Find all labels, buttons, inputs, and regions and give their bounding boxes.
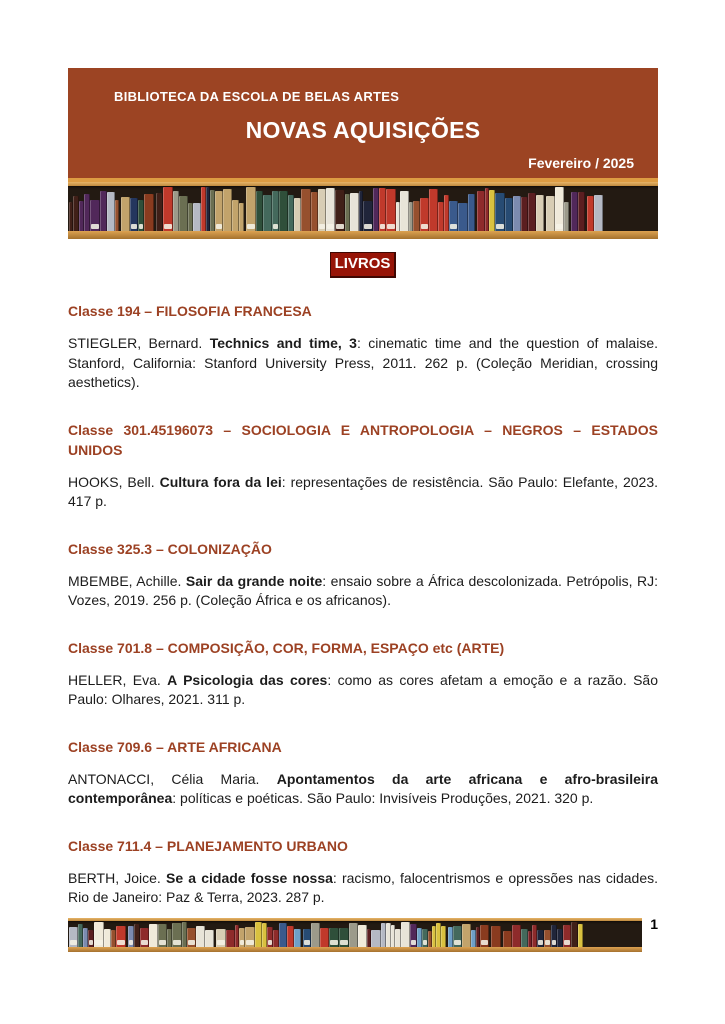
call-number-label: [139, 224, 143, 229]
book-spine: [458, 203, 468, 231]
book-spine: [272, 191, 279, 232]
entry-title: Se a cidade fosse nossa: [165, 869, 333, 886]
call-number-label: [423, 940, 427, 945]
section-heading: Classe 194 – FILOSOFIA FRANCESA: [68, 303, 312, 319]
book-spine: [226, 930, 235, 947]
book-spine: [223, 189, 232, 231]
book-spine: [107, 192, 115, 231]
book-entry: [68, 770, 658, 809]
entry-details: : políticas e poéticas. São Paulo: Invisíveis Produções, 2021. 320 p.: [172, 790, 594, 806]
call-number-label: [129, 940, 133, 945]
call-number-label: [538, 940, 543, 945]
entry-details: : cinematic time and the question of malaise. Stanford, California: Stanford University Press, 2011. 262 p. (Coleção Meridian, crossing aesthetics).: [68, 335, 659, 390]
book-spine: [318, 189, 326, 231]
content-area: [68, 252, 658, 908]
call-number-label: [380, 224, 385, 229]
book-spine: [537, 930, 544, 947]
entry-author: ANTONACCI, Célia Maria.: [68, 770, 277, 787]
book-spine: [232, 200, 239, 231]
call-number-label: [141, 940, 148, 945]
entry-details: : racismo, falocentrismos e opressões nas cidades. Rio de Janeiro: Paz & Terra, 2023. 287 p.: [68, 869, 659, 905]
book-spine: [536, 195, 544, 231]
book-spine: [301, 189, 311, 231]
book-spine: [587, 196, 594, 231]
class-section: [68, 836, 658, 908]
book-spine: [578, 192, 585, 231]
call-number-label: [159, 940, 166, 945]
call-number-label: [387, 224, 395, 229]
book-spine: [400, 191, 409, 231]
shelf-plank: [68, 947, 642, 952]
call-number-label: [564, 940, 570, 945]
book-spine: [144, 194, 154, 231]
entry-title: Technics and time, 3: [209, 335, 357, 351]
bookshelf-photo-top: [68, 182, 658, 239]
header-banner: [68, 68, 658, 182]
book-spine: [205, 930, 214, 947]
call-number-label: [95, 940, 103, 945]
book-spine: [477, 191, 485, 231]
book-spine: [121, 197, 130, 231]
livros-badge: LIVROS: [330, 252, 397, 278]
book-spine: [371, 930, 381, 947]
book-spine: [279, 191, 288, 231]
badge-row: [68, 252, 658, 274]
call-number-label: [164, 224, 172, 229]
book-spine: [115, 200, 119, 231]
call-number-label: [330, 940, 338, 945]
book-spine: [239, 203, 244, 231]
call-number-label: [217, 940, 225, 945]
call-number-label: [216, 224, 222, 229]
call-number-label: [117, 940, 125, 945]
book-spine: [303, 929, 311, 947]
entry-author: HELLER, Eva.: [68, 671, 168, 688]
call-number-label: [304, 940, 310, 945]
call-number-label: [131, 224, 137, 229]
section-heading: Classe 701.8 – COMPOSIÇÃO, COR, FORMA, ESPAÇO etc (ARTE): [68, 639, 505, 656]
shelf-plank: [68, 231, 658, 239]
book-spine: [363, 201, 373, 231]
book-spine: [294, 198, 301, 231]
book-spine: [130, 198, 138, 231]
entry-title: Sair da grande noite: [185, 572, 323, 589]
call-number-label: [247, 224, 255, 229]
call-number-label: [173, 940, 181, 945]
entry-author: STIEGLER, Bernard.: [68, 335, 210, 351]
book-entry: [68, 572, 658, 611]
call-number-label: [268, 940, 272, 945]
call-number-label: [319, 224, 325, 229]
class-section: [68, 638, 658, 710]
call-number-label: [89, 940, 93, 945]
book-spine: [256, 191, 263, 231]
call-number-label: [421, 224, 428, 229]
book-spine: [521, 197, 528, 231]
book-spine: [326, 188, 335, 232]
section-heading: Classe 709.6 – ARTE AFRICANA: [68, 738, 282, 755]
book-spine: [156, 193, 163, 231]
call-number-label: [454, 940, 461, 945]
call-number-label: [552, 940, 556, 945]
call-number-label: [336, 224, 344, 229]
call-number-label: [240, 940, 244, 945]
book-spine: [505, 198, 513, 231]
section-heading: Classe 301.45196073 – SOCIOLOGIA E ANTROPOLOGIA – NEGROS – ESTADOS UNIDOS: [68, 421, 658, 458]
call-number-label: [70, 940, 77, 945]
call-number-label: [364, 224, 372, 229]
page-title: NOVAS AQUISIÇÕES: [245, 117, 481, 143]
book-spine: [263, 195, 272, 231]
entry-details: : representações de resistência. São Paulo: Elefante, 2023. 417 p.: [68, 473, 658, 509]
book-spine: [379, 188, 386, 231]
library-name: BIBLIOTECA DA ESCOLA DE BELAS ARTES: [114, 89, 400, 104]
call-number-label: [450, 224, 457, 229]
book-spine: [100, 191, 107, 231]
entry-details: : ensaio sobre a África descolonizada. Petrópolis, RJ: Vozes, 2019. 256 p. (Coleção África e os africanos).: [68, 572, 658, 608]
book-spine: [193, 203, 201, 231]
book-spine: [420, 198, 429, 231]
entry-title: Apontamentos da arte africana e afro-brasileira contemporânea: [68, 770, 659, 806]
book-spine: [179, 196, 188, 231]
section-heading: Classe 325.3 – COLONIZAÇÃO: [68, 540, 272, 557]
book-spine: [571, 192, 578, 231]
book-spine: [546, 196, 555, 231]
book-spine: [564, 202, 569, 231]
class-section: [68, 539, 658, 611]
entry-title: Cultura fora da lei: [159, 473, 282, 490]
class-section: [68, 737, 658, 809]
entry-title: A Psicologia das cores: [167, 671, 328, 688]
book-spine: [246, 187, 256, 231]
book-entry: [68, 671, 658, 710]
book-spine: [413, 201, 420, 231]
call-number-label: [91, 224, 99, 229]
book-spines: [68, 186, 658, 231]
book-spine: [350, 193, 359, 231]
class-section: [68, 301, 658, 393]
book-entry: [68, 473, 658, 512]
entry-author: MBEMBE, Achille.: [68, 572, 186, 589]
call-number-label: [273, 224, 278, 229]
call-number-label: [246, 940, 254, 945]
page-number: 1: [650, 916, 658, 932]
book-spine: [215, 191, 223, 231]
book-spine: [555, 187, 564, 231]
call-number-label: [327, 224, 334, 229]
book-spine: [503, 931, 512, 947]
book-spine: [386, 189, 396, 231]
call-number-label: [411, 940, 416, 945]
book-spine: [594, 195, 603, 231]
section-heading: Classe 711.4 – PLANEJAMENTO URBANO: [68, 837, 348, 854]
book-spine: [528, 193, 536, 231]
entry-details: : como as cores afetam a emoção e a razão. São Paulo: Olhares, 2021. 311 p.: [68, 671, 659, 707]
call-number-label: [188, 940, 195, 945]
book-spine: [449, 201, 458, 232]
call-number-label: [340, 940, 348, 945]
book-spine: [311, 192, 318, 231]
book-entry: [68, 869, 658, 908]
book-spine: [429, 189, 438, 231]
book-spine: [495, 193, 505, 231]
book-spine: [513, 196, 521, 231]
issue-date: Fevereiro / 2025: [528, 155, 634, 171]
book-spine: [163, 187, 173, 231]
call-number-label: [496, 224, 504, 229]
book-spine: [90, 200, 100, 231]
book-spine: [335, 190, 345, 231]
entry-author: BERTH, Joice.: [68, 869, 166, 886]
book-spine: [468, 194, 475, 231]
call-number-label: [481, 940, 488, 945]
book-spine: [544, 930, 551, 947]
call-number-label: [556, 224, 563, 229]
call-number-label: [545, 940, 550, 945]
entry-author: HOOKS, Bell.: [68, 473, 160, 490]
class-section: [68, 420, 658, 512]
book-entry: [68, 334, 658, 393]
